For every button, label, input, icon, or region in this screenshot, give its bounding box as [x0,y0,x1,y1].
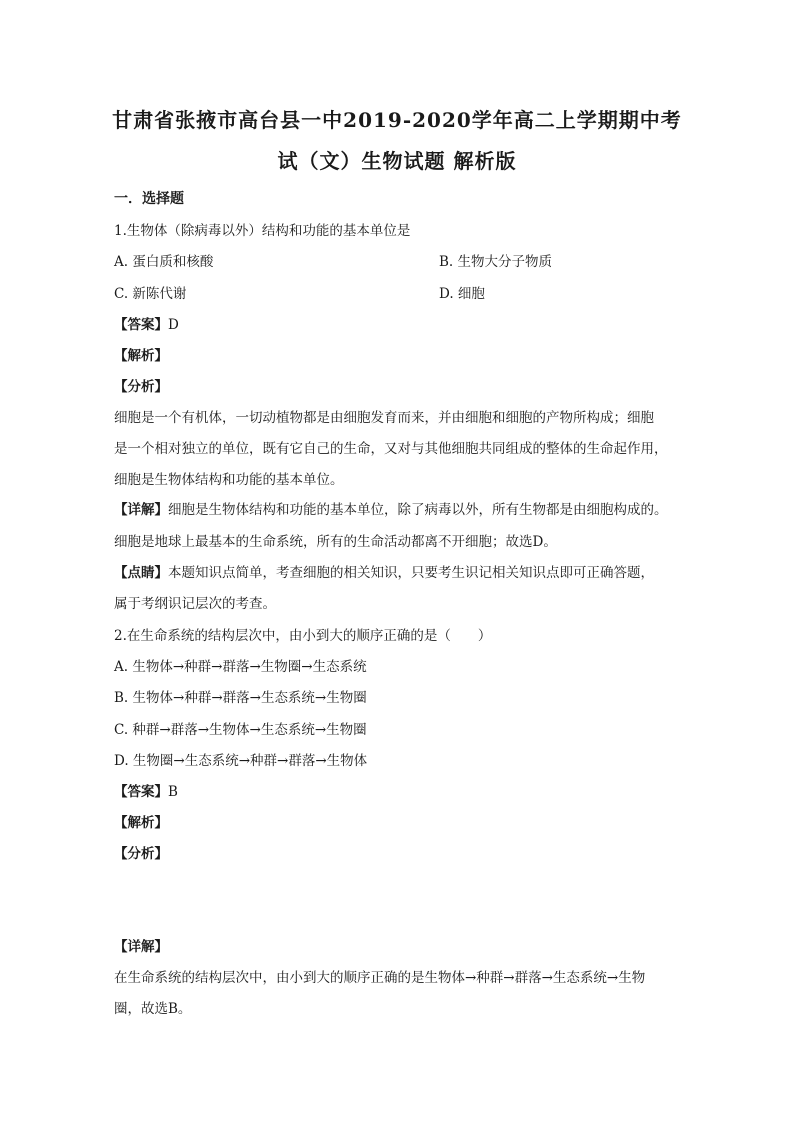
question-2-option-c: C. 种群→群落→生物体→生态系统→生物圈 [114,722,367,738]
question-2-stem: 2.在生命系统的结构层次中，由小到大的顺序正确的是（ ） [114,628,492,644]
question-1-fenxi-line: 是一个相对独立的单位，既有它自己的生命，又对与其他细胞共同组成的整体的生命起作用， [114,441,668,457]
question-1-answer [114,313,179,333]
xiangjie-text: 细胞是生物体结构和功能的基本单位，除了病毒以外，所有生物都是由细胞构成的。 [168,502,668,518]
question-2-option-b: B. 生物体→种群→群落→生态系统→生物圈 [114,690,367,706]
document-title-line-2: 试（文）生物试题 解析版 [277,149,517,173]
question-2-analysis-label: 【解析】 [114,815,168,831]
document-title-line-1: 甘肃省张掖市高台县一中2019-2020学年高二上学期期中考 [112,108,682,132]
question-1-option-a: A. 蛋白质和核酸 [114,254,214,270]
section-heading: 一．选择题 [114,191,184,207]
dianjing-text: 本题知识点简单，考查细胞的相关知识，只要考生识记相关知识点即可正确答题， [168,565,654,581]
question-2-xiangjie-label: 【详解】 [114,939,168,955]
answer-value: D [168,317,179,333]
answer-label: 【答案】 [114,317,168,333]
question-1-dianjing [114,561,654,581]
question-1-stem: 1.生物体（除病毒以外）结构和功能的基本单位是 [114,223,411,239]
question-1-analysis-label: 【解析】 [114,348,168,364]
question-1-option-b: B. 生物大分子物质 [439,254,553,270]
question-2-fenxi-label: 【分析】 [114,846,168,862]
question-2-option-d: D. 生物圈→生态系统→种群→群落→生物体 [114,753,368,769]
xiangjie-label: 【详解】 [114,502,168,518]
question-1-dianjing-line-2: 属于考纲识记层次的考查。 [114,596,276,612]
question-1-fenxi-line: 细胞是生物体结构和功能的基本单位。 [114,472,344,488]
question-2-answer [114,780,178,800]
question-1-xiangjie-line-2: 细胞是地球上最基本的生命系统，所有的生命活动都离不开细胞；故选D。 [114,534,557,550]
answer-label: 【答案】 [114,784,168,800]
question-1-fenxi-line: 细胞是一个有机体，一切动植物都是由细胞发育而来，并由细胞和细胞的产物所构成；细胞 [114,410,654,426]
question-1-fenxi-label: 【分析】 [114,379,168,395]
answer-value: B [168,784,178,800]
question-1-option-c: C. 新陈代谢 [114,286,187,302]
question-2-xiangjie-line-1: 在生命系统的结构层次中，由小到大的顺序正确的是生物体→种群→群落→生态系统→生物 [114,970,646,986]
question-1-option-d: D. 细胞 [439,286,485,302]
question-1-xiangjie [114,498,668,518]
question-2-option-a: A. 生物体→种群→群落→生物圈→生态系统 [114,659,367,675]
dianjing-label: 【点睛】 [114,565,168,581]
question-2-xiangjie-line-2: 圈，故选B。 [114,1001,192,1017]
